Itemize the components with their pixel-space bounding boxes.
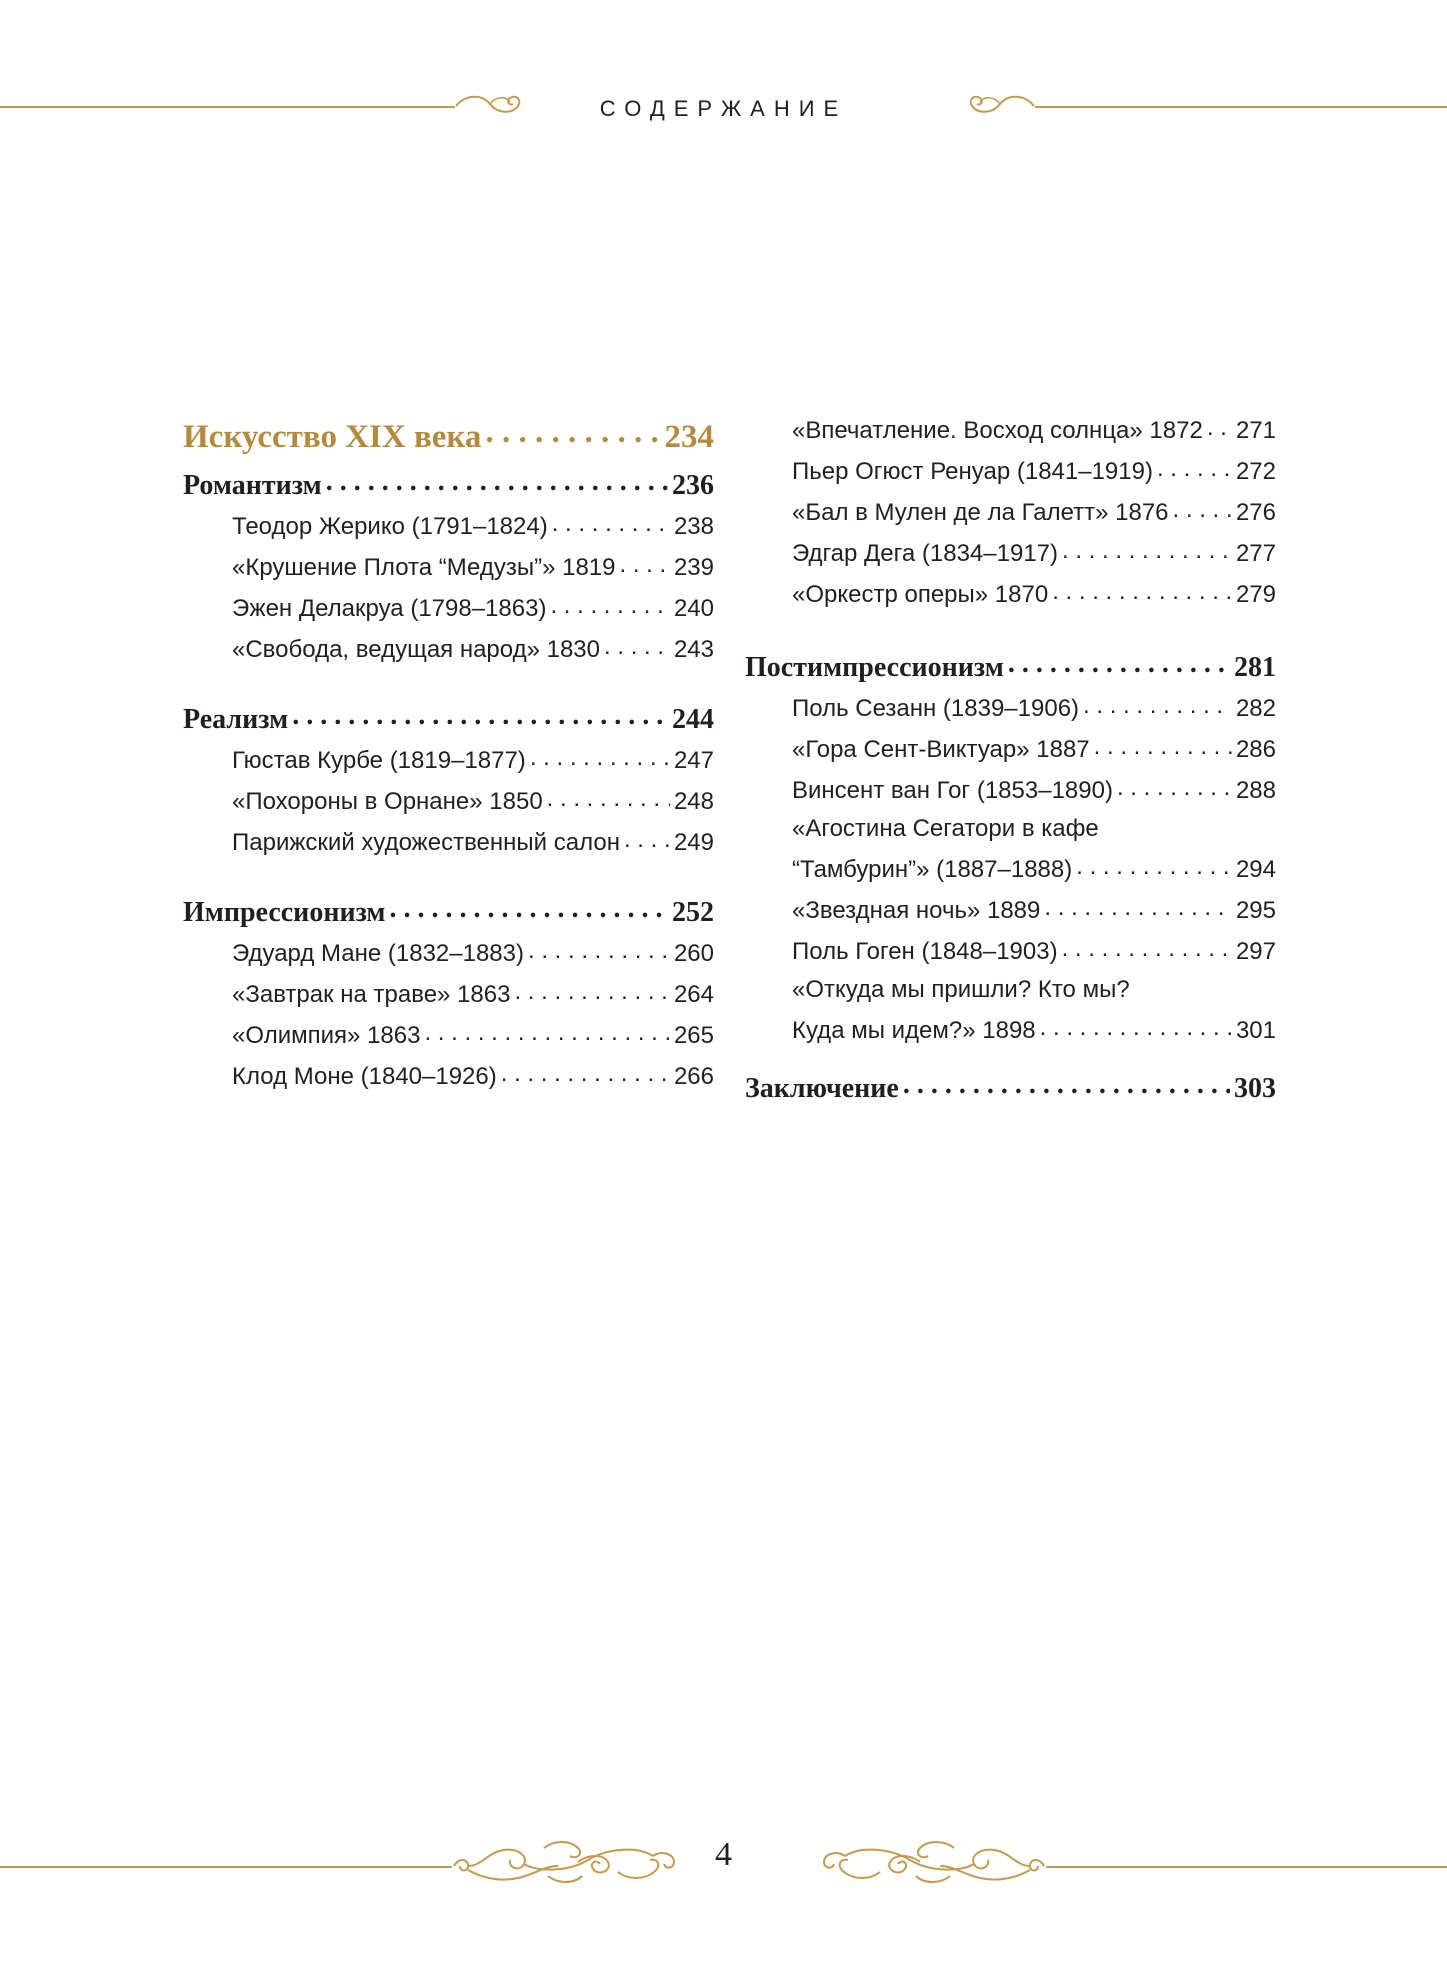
toc-section-entry[interactable] [745, 648, 1276, 692]
toc-section-entry[interactable] [183, 466, 714, 510]
toc-item[interactable] [183, 978, 714, 1019]
toc-item[interactable] [745, 455, 1276, 496]
page-header-title: СОДЕРЖАНИЕ [599, 96, 848, 121]
toc-item[interactable] [183, 1019, 714, 1060]
toc-dot-leader [501, 1060, 670, 1084]
toc-item-page: 240 [673, 595, 714, 622]
footer-rule-right [1046, 1866, 1447, 1868]
toc-item-page: 266 [673, 1063, 714, 1090]
toc-part-page: 234 [664, 419, 714, 455]
toc-item-title-line: «Агостина Сегатори в кафе [792, 815, 1099, 842]
toc-dot-leader [1117, 774, 1232, 798]
toc-item[interactable] [183, 551, 714, 592]
toc-section-entry[interactable] [183, 893, 714, 937]
toc-dot-leader [1207, 414, 1232, 438]
toc-item[interactable] [745, 537, 1276, 578]
toc-dot-leader [390, 893, 668, 921]
toc-item-page: 301 [1235, 1017, 1276, 1044]
toc-part-entry[interactable] [183, 414, 714, 466]
toc-dot-leader [552, 510, 670, 534]
toc-item[interactable] [745, 578, 1276, 619]
toc-item-title: Гюстав Курбе (1819–1877) [232, 747, 526, 774]
toc-item-title: «Завтрак на траве» 1863 [232, 981, 511, 1008]
toc-item[interactable] [745, 774, 1276, 815]
toc-dot-leader [550, 592, 670, 616]
toc-item-page: 286 [1235, 736, 1276, 763]
toc-item-title: Куда мы идем?» 1898 [792, 1017, 1036, 1044]
toc-item-title: «Оркестр оперы» 1870 [792, 581, 1049, 608]
toc-section-title: Заключение [745, 1073, 899, 1104]
toc-section-title: Постимпрессионизм [745, 652, 1004, 683]
toc-item-page: 279 [1235, 581, 1276, 608]
toc-item-page: 264 [673, 981, 714, 1008]
toc-dot-leader [528, 937, 670, 961]
header-rule-right [1035, 106, 1447, 108]
toc-spacer [183, 674, 714, 700]
toc-item-page: 265 [673, 1022, 714, 1049]
toc-item-title: “Тамбурин”» (1887–1888) [792, 856, 1073, 883]
toc-dot-leader [1040, 1014, 1232, 1038]
toc-spacer [745, 1055, 1276, 1069]
toc-part-title: Искусство XIX века [183, 419, 482, 455]
toc-section-page: 236 [672, 470, 714, 501]
toc-item [745, 853, 1276, 894]
toc-item-title: «Олимпия» 1863 [232, 1022, 421, 1049]
toc-dot-leader [1052, 578, 1232, 602]
toc-item-page: 282 [1235, 695, 1276, 722]
toc-dot-leader [547, 785, 670, 809]
toc-section-entry[interactable] [183, 700, 714, 744]
toc-section-page: 252 [672, 897, 714, 928]
toc-item-page: 297 [1235, 938, 1276, 965]
toc-dot-leader [1173, 496, 1232, 520]
toc-item-page: 272 [1235, 458, 1276, 485]
toc-section-entry[interactable] [745, 1069, 1276, 1113]
toc-item-title: Парижский художественный салон [232, 829, 620, 856]
toc-item-title: «Бал в Мулен де ла Галетт» 1876 [792, 499, 1169, 526]
toc-left-column [183, 414, 714, 1101]
toc-item[interactable] [745, 692, 1276, 733]
toc-dot-leader [620, 551, 670, 575]
toc-right-column [745, 414, 1276, 1113]
toc-item-page: 243 [673, 636, 714, 663]
toc-item-page: 239 [673, 554, 714, 581]
toc-item-title: Клод Моне (1840–1926) [232, 1063, 497, 1090]
toc-item[interactable] [745, 733, 1276, 774]
toc-item-multiline[interactable] [745, 976, 1276, 1055]
page-number: 4 [715, 1836, 732, 1873]
toc-dot-leader [1094, 733, 1232, 757]
toc-spacer [183, 867, 714, 893]
toc-item-title: Эдгар Дега (1834–1917) [792, 540, 1059, 567]
toc-item-page: 276 [1235, 499, 1276, 526]
toc-item[interactable] [183, 510, 714, 551]
toc-item-page: 277 [1235, 540, 1276, 567]
toc-dot-leader [485, 414, 660, 447]
toc-item[interactable] [745, 935, 1276, 976]
toc-item-title: «Похороны в Орнане» 1850 [232, 788, 543, 815]
toc-dot-leader [903, 1069, 1230, 1097]
toc-section-title: Реализм [183, 704, 289, 735]
toc-item[interactable] [745, 894, 1276, 935]
toc-item-title: Теодор Жерико (1791–1824) [232, 513, 548, 540]
toc-section-page: 303 [1234, 1073, 1276, 1104]
toc-item[interactable] [745, 496, 1276, 537]
toc-item-title: Эдуард Мане (1832–1883) [232, 940, 524, 967]
toc-dot-leader [514, 978, 669, 1002]
footer-ornament-right [810, 1826, 1050, 1896]
toc-item-page: 271 [1235, 417, 1276, 444]
toc-section-page: 244 [672, 704, 714, 735]
toc-dot-leader [326, 466, 668, 494]
toc-section-title: Импрессионизм [183, 897, 386, 928]
toc-item[interactable] [183, 937, 714, 978]
toc-item[interactable] [183, 744, 714, 785]
toc-item-page: 248 [673, 788, 714, 815]
toc-item-page: 260 [673, 940, 714, 967]
toc-item[interactable] [183, 633, 714, 674]
toc-item[interactable] [183, 785, 714, 826]
toc-item-page: 288 [1235, 777, 1276, 804]
header-ornament-right [958, 88, 1038, 124]
toc-item-title: «Крушение Плота “Медузы”» 1819 [232, 554, 616, 581]
toc-item[interactable] [183, 592, 714, 633]
toc-dot-leader [292, 700, 668, 728]
toc-dot-leader [530, 744, 670, 768]
toc-item-title: Винсент ван Гог (1853–1890) [792, 777, 1113, 804]
toc-item-page: 238 [673, 513, 714, 540]
toc-item-page: 295 [1235, 897, 1276, 924]
toc-item[interactable] [745, 414, 1276, 455]
toc-dot-leader [1083, 692, 1232, 716]
toc-item-title: Поль Сезанн (1839–1906) [792, 695, 1080, 722]
toc-dot-leader [1157, 455, 1232, 479]
toc-dot-leader [624, 826, 670, 850]
toc-item[interactable] [183, 826, 714, 867]
toc-item-title: Эжен Делакруа (1798–1863) [232, 595, 547, 622]
toc-section-page: 281 [1234, 652, 1276, 683]
toc-dot-leader [604, 633, 670, 657]
toc-dot-leader [1008, 648, 1230, 676]
toc-item-page: 294 [1235, 856, 1276, 883]
toc-item-page: 249 [673, 829, 714, 856]
toc-item-title: Пьер Огюст Ренуар (1841–1919) [792, 458, 1153, 485]
toc-item-title: «Гора Сент-Виктуар» 1887 [792, 736, 1090, 763]
toc-dot-leader [1062, 537, 1232, 561]
toc-item-title: «Звездная ночь» 1889 [792, 897, 1041, 924]
toc-item [745, 1014, 1276, 1055]
toc-dot-leader [424, 1019, 669, 1043]
toc-item[interactable] [183, 1060, 714, 1101]
toc-item-title: «Свобода, ведущая народ» 1830 [232, 636, 601, 663]
toc-dot-leader [1062, 935, 1232, 959]
toc-dot-leader [1076, 853, 1232, 877]
toc-dot-leader [1044, 894, 1232, 918]
toc-spacer [745, 619, 1276, 648]
toc-item-title-line: «Откуда мы пришли? Кто мы? [792, 976, 1130, 1003]
toc-item-multiline[interactable] [745, 815, 1276, 894]
toc-section-title: Романтизм [183, 470, 322, 501]
toc-item-page: 247 [673, 747, 714, 774]
toc-item-title: Поль Гоген (1848–1903) [792, 938, 1058, 965]
toc-item-title: «Впечатление. Восход солнца» 1872 [792, 417, 1203, 444]
